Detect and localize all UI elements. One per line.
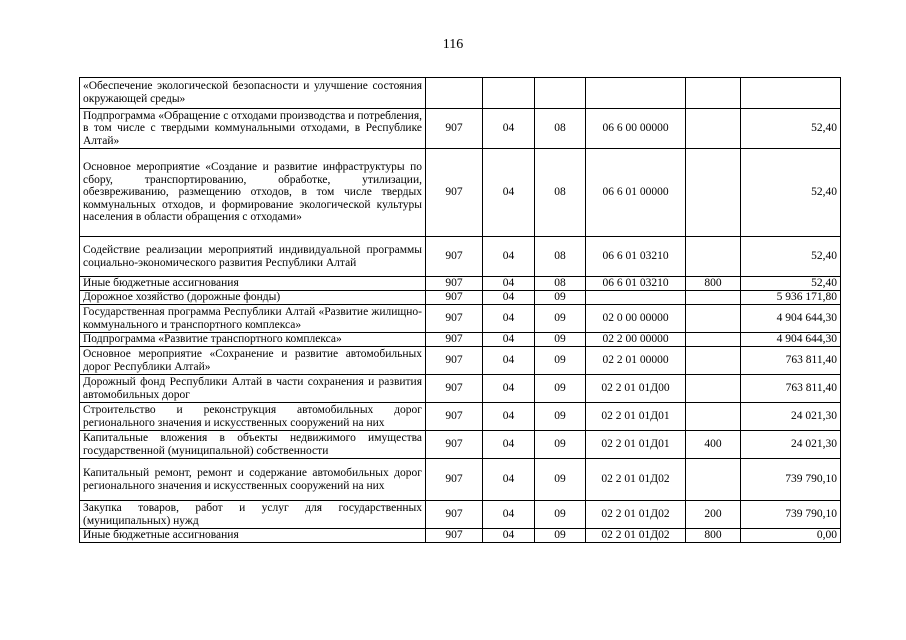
ministry-code-cell: 907 <box>426 109 483 149</box>
item-name-cell: Подпрограмма «Обращение с отходами производства и потребления, в том числе с твердыми коммунальными отходами, в Республике Алтай» <box>80 109 426 149</box>
expense-type-cell <box>686 347 741 375</box>
subsection-code-cell: 09 <box>535 431 586 459</box>
section-code-cell: 04 <box>483 431 535 459</box>
section-code-cell: 04 <box>483 501 535 529</box>
amount-cell: 24 021,30 <box>741 403 841 431</box>
target-article-cell: 02 2 01 01Д00 <box>586 375 686 403</box>
table-row <box>80 109 841 149</box>
item-name-cell: Основное мероприятие «Создание и развитие инфраструктуры по сбору, транспортированию, обработке, утилизации, обезвреживанию, размещению отходов, в том числе твердых коммунальных отходов, и формирование экологической культуры населения в области обращения с отходами» <box>80 149 426 237</box>
expense-type-cell <box>686 291 741 305</box>
target-article-cell: 02 0 00 00000 <box>586 305 686 333</box>
target-article-cell: 06 6 01 03210 <box>586 237 686 277</box>
item-name-cell: Строительство и реконструкция автомобильных дорог регионального значения и искусственных сооружений на них <box>80 403 426 431</box>
section-code-cell <box>483 78 535 109</box>
ministry-code-cell: 907 <box>426 333 483 347</box>
amount-cell: 739 790,10 <box>741 459 841 501</box>
subsection-code-cell: 08 <box>535 237 586 277</box>
amount-cell: 52,40 <box>741 277 841 291</box>
ministry-code-cell: 907 <box>426 529 483 543</box>
item-name-cell: Закупка товаров, работ и услуг для государственных (муниципальных) нужд <box>80 501 426 529</box>
item-name-cell: Государственная программа Республики Алтай «Развитие жилищно-коммунального и транспортного комплекса» <box>80 305 426 333</box>
item-name-cell: Иные бюджетные ассигнования <box>80 529 426 543</box>
item-name-cell: Подпрограмма «Развитие транспортного комплекса» <box>80 333 426 347</box>
amount-cell: 52,40 <box>741 237 841 277</box>
target-article-cell: 06 6 01 00000 <box>586 149 686 237</box>
expense-type-cell <box>686 459 741 501</box>
target-article-cell: 06 6 01 03210 <box>586 277 686 291</box>
section-code-cell: 04 <box>483 305 535 333</box>
target-article-cell: 02 2 00 00000 <box>586 333 686 347</box>
section-code-cell: 04 <box>483 333 535 347</box>
section-code-cell: 04 <box>483 277 535 291</box>
section-code-cell: 04 <box>483 291 535 305</box>
subsection-code-cell: 09 <box>535 291 586 305</box>
ministry-code-cell: 907 <box>426 403 483 431</box>
ministry-code-cell: 907 <box>426 237 483 277</box>
table-body <box>80 78 841 543</box>
subsection-code-cell: 09 <box>535 375 586 403</box>
table-row <box>80 237 841 277</box>
amount-cell: 739 790,10 <box>741 501 841 529</box>
ministry-code-cell: 907 <box>426 149 483 237</box>
item-name-cell: Дорожное хозяйство (дорожные фонды) <box>80 291 426 305</box>
ministry-code-cell: 907 <box>426 305 483 333</box>
target-article-cell: 02 2 01 01Д02 <box>586 529 686 543</box>
ministry-code-cell: 907 <box>426 291 483 305</box>
expense-type-cell: 800 <box>686 277 741 291</box>
target-article-cell <box>586 291 686 305</box>
ministry-code-cell: 907 <box>426 375 483 403</box>
target-article-cell: 02 2 01 01Д01 <box>586 403 686 431</box>
ministry-code-cell: 907 <box>426 459 483 501</box>
amount-cell: 52,40 <box>741 109 841 149</box>
target-article-cell: 06 6 00 00000 <box>586 109 686 149</box>
amount-cell: 0,00 <box>741 529 841 543</box>
subsection-code-cell: 09 <box>535 529 586 543</box>
expense-type-cell <box>686 149 741 237</box>
table-row <box>80 375 841 403</box>
expense-type-cell <box>686 237 741 277</box>
expense-type-cell <box>686 305 741 333</box>
subsection-code-cell: 09 <box>535 501 586 529</box>
table-row <box>80 333 841 347</box>
item-name-cell: Капитальные вложения в объекты недвижимого имущества государственной (муниципальной) собственности <box>80 431 426 459</box>
expense-type-cell <box>686 333 741 347</box>
amount-cell: 4 904 644,30 <box>741 333 841 347</box>
subsection-code-cell: 08 <box>535 149 586 237</box>
section-code-cell: 04 <box>483 149 535 237</box>
amount-cell: 52,40 <box>741 149 841 237</box>
ministry-code-cell: 907 <box>426 277 483 291</box>
expense-type-cell: 400 <box>686 431 741 459</box>
target-article-cell: 02 2 01 01Д02 <box>586 459 686 501</box>
table-row <box>80 459 841 501</box>
item-name-cell: Содействие реализации мероприятий индивидуальной программы социально-экономического развития Республики Алтай <box>80 237 426 277</box>
target-article-cell: 02 2 01 01Д02 <box>586 501 686 529</box>
table-row <box>80 501 841 529</box>
expense-type-cell: 800 <box>686 529 741 543</box>
ministry-code-cell: 907 <box>426 501 483 529</box>
target-article-cell <box>586 78 686 109</box>
subsection-code-cell: 09 <box>535 305 586 333</box>
section-code-cell: 04 <box>483 109 535 149</box>
subsection-code-cell: 08 <box>535 109 586 149</box>
ministry-code-cell: 907 <box>426 347 483 375</box>
subsection-code-cell <box>535 78 586 109</box>
subsection-code-cell: 08 <box>535 277 586 291</box>
table-row <box>80 291 841 305</box>
expense-type-cell <box>686 403 741 431</box>
section-code-cell: 04 <box>483 529 535 543</box>
page-number: 116 <box>442 37 464 52</box>
table-row <box>80 277 841 291</box>
section-code-cell: 04 <box>483 459 535 501</box>
section-code-cell: 04 <box>483 237 535 277</box>
subsection-code-cell: 09 <box>535 403 586 431</box>
amount-cell: 24 021,30 <box>741 431 841 459</box>
table-row <box>80 403 841 431</box>
item-name-cell: «Обеспечение экологической безопасности и улучшение состояния окружающей среды» <box>80 78 426 109</box>
subsection-code-cell: 09 <box>535 333 586 347</box>
ministry-code-cell <box>426 78 483 109</box>
amount-cell: 5 936 171,80 <box>741 291 841 305</box>
budget-table <box>79 77 841 543</box>
table-row <box>80 78 841 109</box>
section-code-cell: 04 <box>483 347 535 375</box>
table-row <box>80 149 841 237</box>
table-row <box>80 347 841 375</box>
item-name-cell: Дорожный фонд Республики Алтай в части сохранения и развития автомобильных дорог <box>80 375 426 403</box>
table-row <box>80 431 841 459</box>
expense-type-cell <box>686 375 741 403</box>
amount-cell <box>741 78 841 109</box>
subsection-code-cell: 09 <box>535 347 586 375</box>
section-code-cell: 04 <box>483 403 535 431</box>
amount-cell: 4 904 644,30 <box>741 305 841 333</box>
section-code-cell: 04 <box>483 375 535 403</box>
table-row <box>80 305 841 333</box>
item-name-cell: Основное мероприятие «Сохранение и развитие автомобильных дорог Республики Алтай» <box>80 347 426 375</box>
target-article-cell: 02 2 01 00000 <box>586 347 686 375</box>
table-row <box>80 529 841 543</box>
expense-type-cell <box>686 78 741 109</box>
subsection-code-cell: 09 <box>535 459 586 501</box>
target-article-cell: 02 2 01 01Д01 <box>586 431 686 459</box>
item-name-cell: Капитальный ремонт, ремонт и содержание автомобильных дорог регионального значения и искусственных сооружений на них <box>80 459 426 501</box>
expense-type-cell: 200 <box>686 501 741 529</box>
amount-cell: 763 811,40 <box>741 347 841 375</box>
expense-type-cell <box>686 109 741 149</box>
ministry-code-cell: 907 <box>426 431 483 459</box>
item-name-cell: Иные бюджетные ассигнования <box>80 277 426 291</box>
amount-cell: 763 811,40 <box>741 375 841 403</box>
